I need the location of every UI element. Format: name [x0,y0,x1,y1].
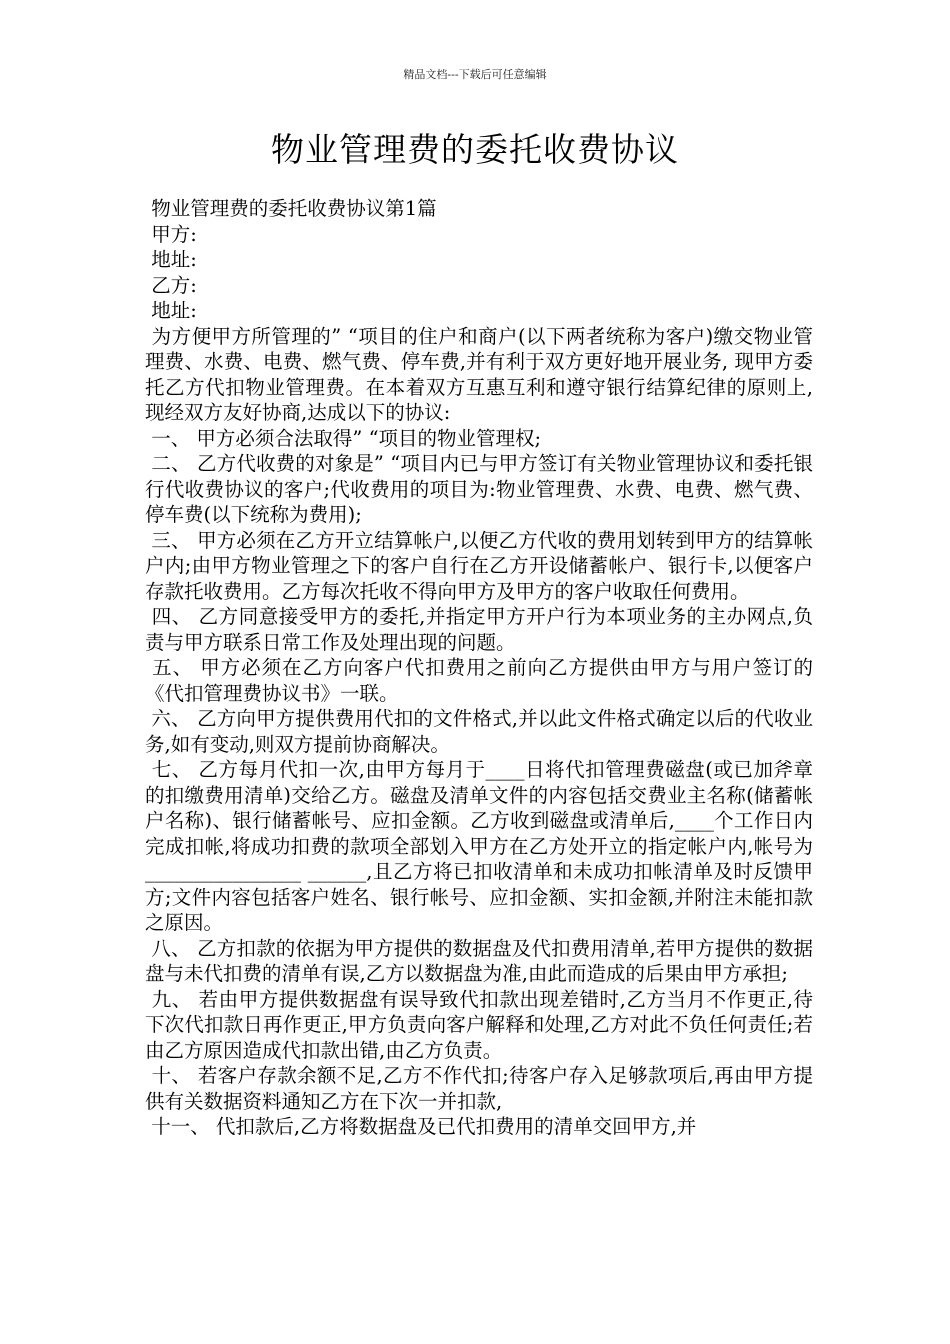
clause-6: 六、 乙方向甲方提供费用代扣的文件格式,并以此文件格式确定以后的代收业务,如有变动,则双方提前协商解决。 [145,707,813,756]
intro-paragraph: 为方便甲方所管理的” “项目的住户和商户(以下两者统称为客户)缴交物业管理费、水费、电费、燃气费、停车费,并有利于双方更好地开展业务, 现甲方委托乙方代扣物业管理费。在本着双方互惠互利和遵守银行结算纪律的原则上,现经双方友好协商,达成以下的协议: [145,324,813,424]
clause-3: 三、 甲方必须在乙方开立结算帐户,以便乙方代收的费用划转到甲方的结算帐户内;由甲方物业管理之下的客户自行在乙方开设储蓄帐户、银行卡,以便客户存款托收费用。乙方每次托收不得向甲方及甲方的客户收取任何费用。 [145,528,813,603]
clause-8: 八、 乙方扣款的依据为甲方提供的数据盘及代扣费用清单,若甲方提供的数据盘与未代扣费的清单有误,乙方以数据盘为准,由此而造成的后果由甲方承担; [145,936,813,985]
clause-1: 一、 甲方必须合法取得” “项目的物业管理权; [151,426,542,450]
header-note: 精品文档---下载后可任意编辑 [403,68,547,81]
address-b-label: 地址: [151,299,197,322]
subtitle: 物业管理费的委托收费协议第1篇 [151,197,437,220]
clause-10: 十、 若客户存款余额不足,乙方不作代扣;待客户存入足够款项后,再由甲方提供有关数据资料通知乙方在下次一并扣款, [145,1064,814,1113]
party-b-label: 乙方: [151,273,197,297]
clause-4: 四、 乙方同意接受甲方的委托,并指定甲方开户行为本项业务的主办网点,负责与甲方联系日常工作及处理出现的问题。 [145,605,813,654]
clause-9: 九、 若由甲方提供数据盘有误导致代扣款出现差错时,乙方当月不作更正,待下次代扣款日再作更正,甲方负责向客户解释和处理,乙方对此不负任何责任;若由乙方原因造成代扣款出错,由乙方负责。 [145,987,813,1062]
address-a-label: 地址: [151,248,197,271]
clause-11: 十一、 代扣款后,乙方将数据盘及已代扣费用的清单交回甲方,并 [151,1115,697,1138]
party-a-label: 甲方: [151,222,197,246]
page-title: 物业管理费的委托收费协议 [271,130,679,169]
clause-7: 七、 乙方每月代扣一次,由甲方每月于____日将代扣管理费磁盘(或已加斧章的扣缴费用清单)交给乙方。磁盘及清单文件的内容包括交费业主名称(储蓄帐户名称)、银行储蓄帐号、应扣金额。乙方收到磁盘或清单后,____个工作日内完成扣帐,将成功扣费的款项全部划入甲方在乙方处开立的指定帐户内,帐号为________________ ______,且乙方将已扣收清单和未成功扣帐清单及时反馈甲方;文件内容包括客户姓名、银行帐号、应扣金额、实扣金额,并附注未能扣款之原因。 [145,758,813,934]
document-body [145,196,813,1140]
clause-2: 二、 乙方代收费的对象是” “项目内已与甲方签订有关物业管理协议和委托银行代收费协议的客户;代收费用的项目为:物业管理费、水费、电费、燃气费、停车费(以下统称为费用); [145,452,813,526]
clause-5: 五、 甲方必须在乙方向客户代扣费用之前向乙方提供由甲方与用户签订的《代扣管理费协议书》一联。 [145,656,813,705]
